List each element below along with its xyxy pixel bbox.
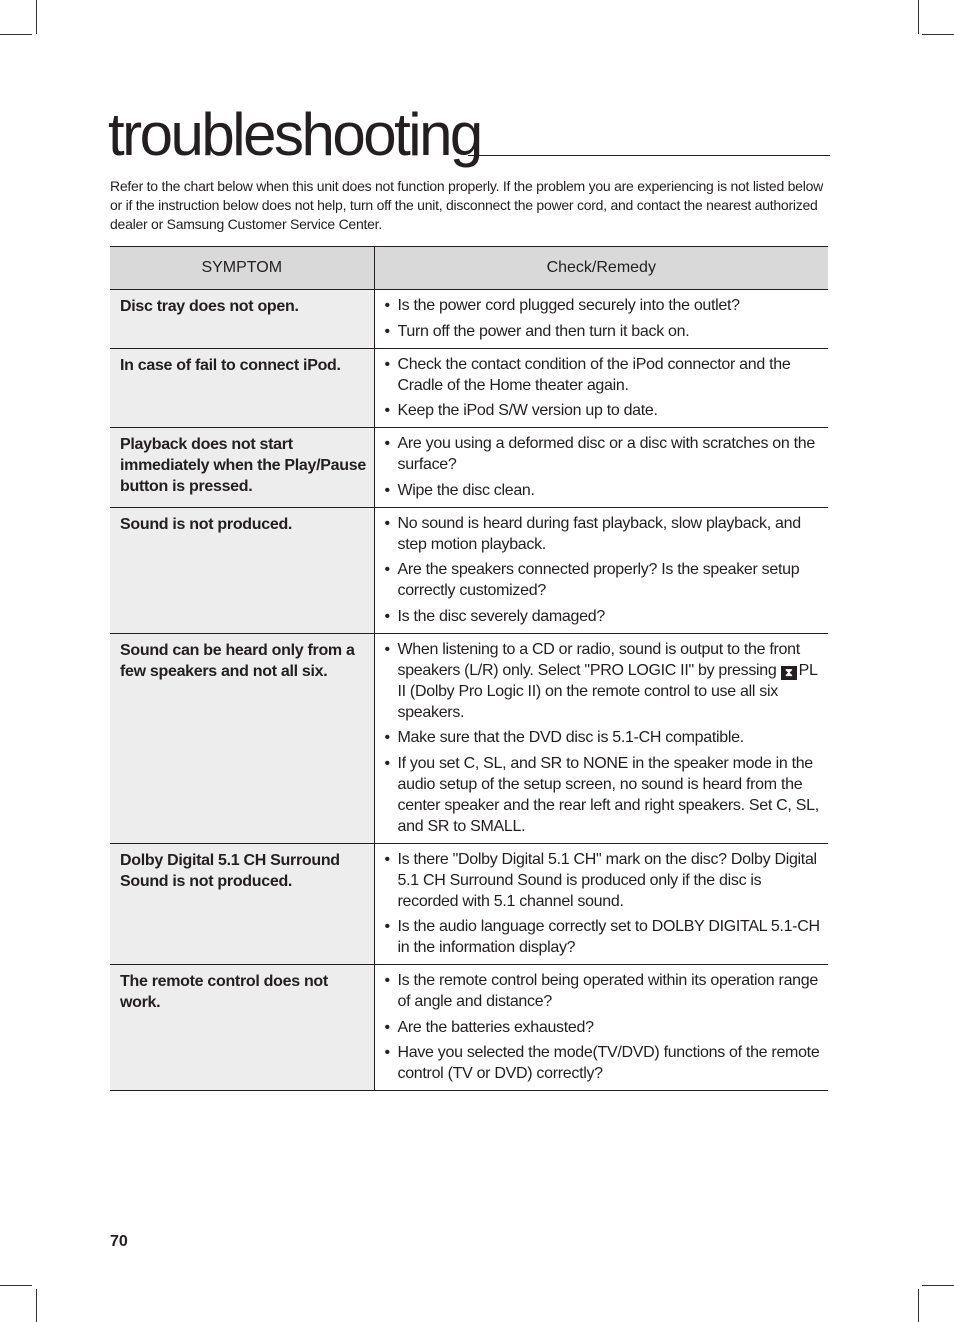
remedy-item: • Is the disc severely damaged? [385,606,823,627]
crop-mark [922,34,954,35]
remedy-item: • If you set C, SL, and SR to NONE in the speaker mode in the audio setup of the setup screen, no sound is heard from the center speaker and the rear left and right speakers. Set C, SL, and SR to SMALL. [385,753,823,837]
symptom-cell: Sound is not produced. [110,507,374,633]
table-row [110,843,828,965]
remedy-cell [374,348,828,428]
remedy-text: When listening to a CD or radio, sound is output to the front speakers (L/R) only. Select "PRO LOGIC II" by pressing [397,640,800,679]
remedy-item: • Wipe the disc clean. [385,480,823,501]
page-title: troubleshooting [108,101,481,168]
remedy-cell [374,965,828,1091]
symptom-cell: In case of fail to connect iPod. [110,348,374,428]
remedy-item: • Have you selected the mode(TV/DVD) functions of the remote control (TV or DVD) correctly? [385,1042,823,1084]
table-row [110,348,828,428]
remedy-list [385,639,823,837]
remedy-item: • Are you using a deformed disc or a disc with scratches on the surface? [385,433,823,475]
remedy-list [385,970,823,1084]
crop-mark [36,0,37,34]
remedy-item: • No sound is heard during fast playback, slow playback, and step motion playback. [385,513,823,555]
symptom-cell: Sound can be heard only from a few speakers and not all six. [110,633,374,843]
remedy-header: Check/Remedy [374,247,828,290]
remedy-list [385,849,823,959]
remedy-cell [374,428,828,508]
crop-mark [36,1289,37,1322]
remedy-item: • Are the speakers connected properly? Is the speaker setup correctly customized? [385,559,823,601]
remedy-item: • Are the batteries exhausted? [385,1017,823,1038]
table-row [110,633,828,843]
table-row [110,507,828,633]
remedy-list [385,354,823,422]
remedy-list [385,295,823,342]
symptom-cell: Dolby Digital 5.1 CH Surround Sound is not produced. [110,843,374,965]
symptom-cell: Playback does not start immediately when the Play/Pause button is pressed. [110,428,374,508]
table-row [110,290,828,349]
remedy-list [385,433,823,501]
remedy-item: • Is the audio language correctly set to DOLBY DIGITAL 5.1-CH in the information display? [385,916,823,958]
remedy-cell [374,290,828,349]
symptom-cell: Disc tray does not open. [110,290,374,349]
table-row [110,965,828,1091]
table-row [110,428,828,508]
crop-mark [0,34,32,35]
remedy-cell [374,507,828,633]
remedy-item: • Check the contact condition of the iPod connector and the Cradle of the Home theater again. [385,354,823,396]
crop-mark [922,1285,954,1286]
remedy-item: • Is the remote control being operated within its operation range of angle and distance? [385,970,823,1012]
symptom-cell: The remote control does not work. [110,965,374,1091]
troubleshooting-table [110,246,828,1091]
remedy-text: PL II (Dolby Pro Logic II) on the remote control to use all six speakers. [397,661,818,721]
dolby-pl2-icon: ⧗ [781,666,797,680]
symptom-header: SYMPTOM [110,247,374,290]
remedy-item: • Turn off the power and then turn it back on. [385,321,823,342]
remedy-item: • Is there "Dolby Digital 5.1 CH" mark on the disc? Dolby Digital 5.1 CH Surround Sound is produced only if the disc is recorded with 5.1 channel sound. [385,849,823,912]
remedy-list [385,513,823,627]
remedy-item: • Is the power cord plugged securely into the outlet? [385,295,823,316]
remedy-item [385,639,823,723]
intro-paragraph: Refer to the chart below when this unit does not function properly. If the problem you are experiencing is not listed below or if the instruction below does not help, turn off the unit, disconnect the power cord, and contact the nearest authorized dealer or Samsung Customer Service Center. [110,178,823,232]
table-header-row [110,247,828,290]
page-number: 70 [110,1233,128,1250]
remedy-cell [374,633,828,843]
crop-mark [918,1289,919,1322]
remedy-item: • Make sure that the DVD disc is 5.1-CH compatible. [385,727,823,748]
crop-mark [0,1285,32,1286]
remedy-item: • Keep the iPod S/W version up to date. [385,400,823,421]
title-rule [468,155,830,156]
remedy-cell [374,843,828,965]
crop-mark [918,0,919,34]
